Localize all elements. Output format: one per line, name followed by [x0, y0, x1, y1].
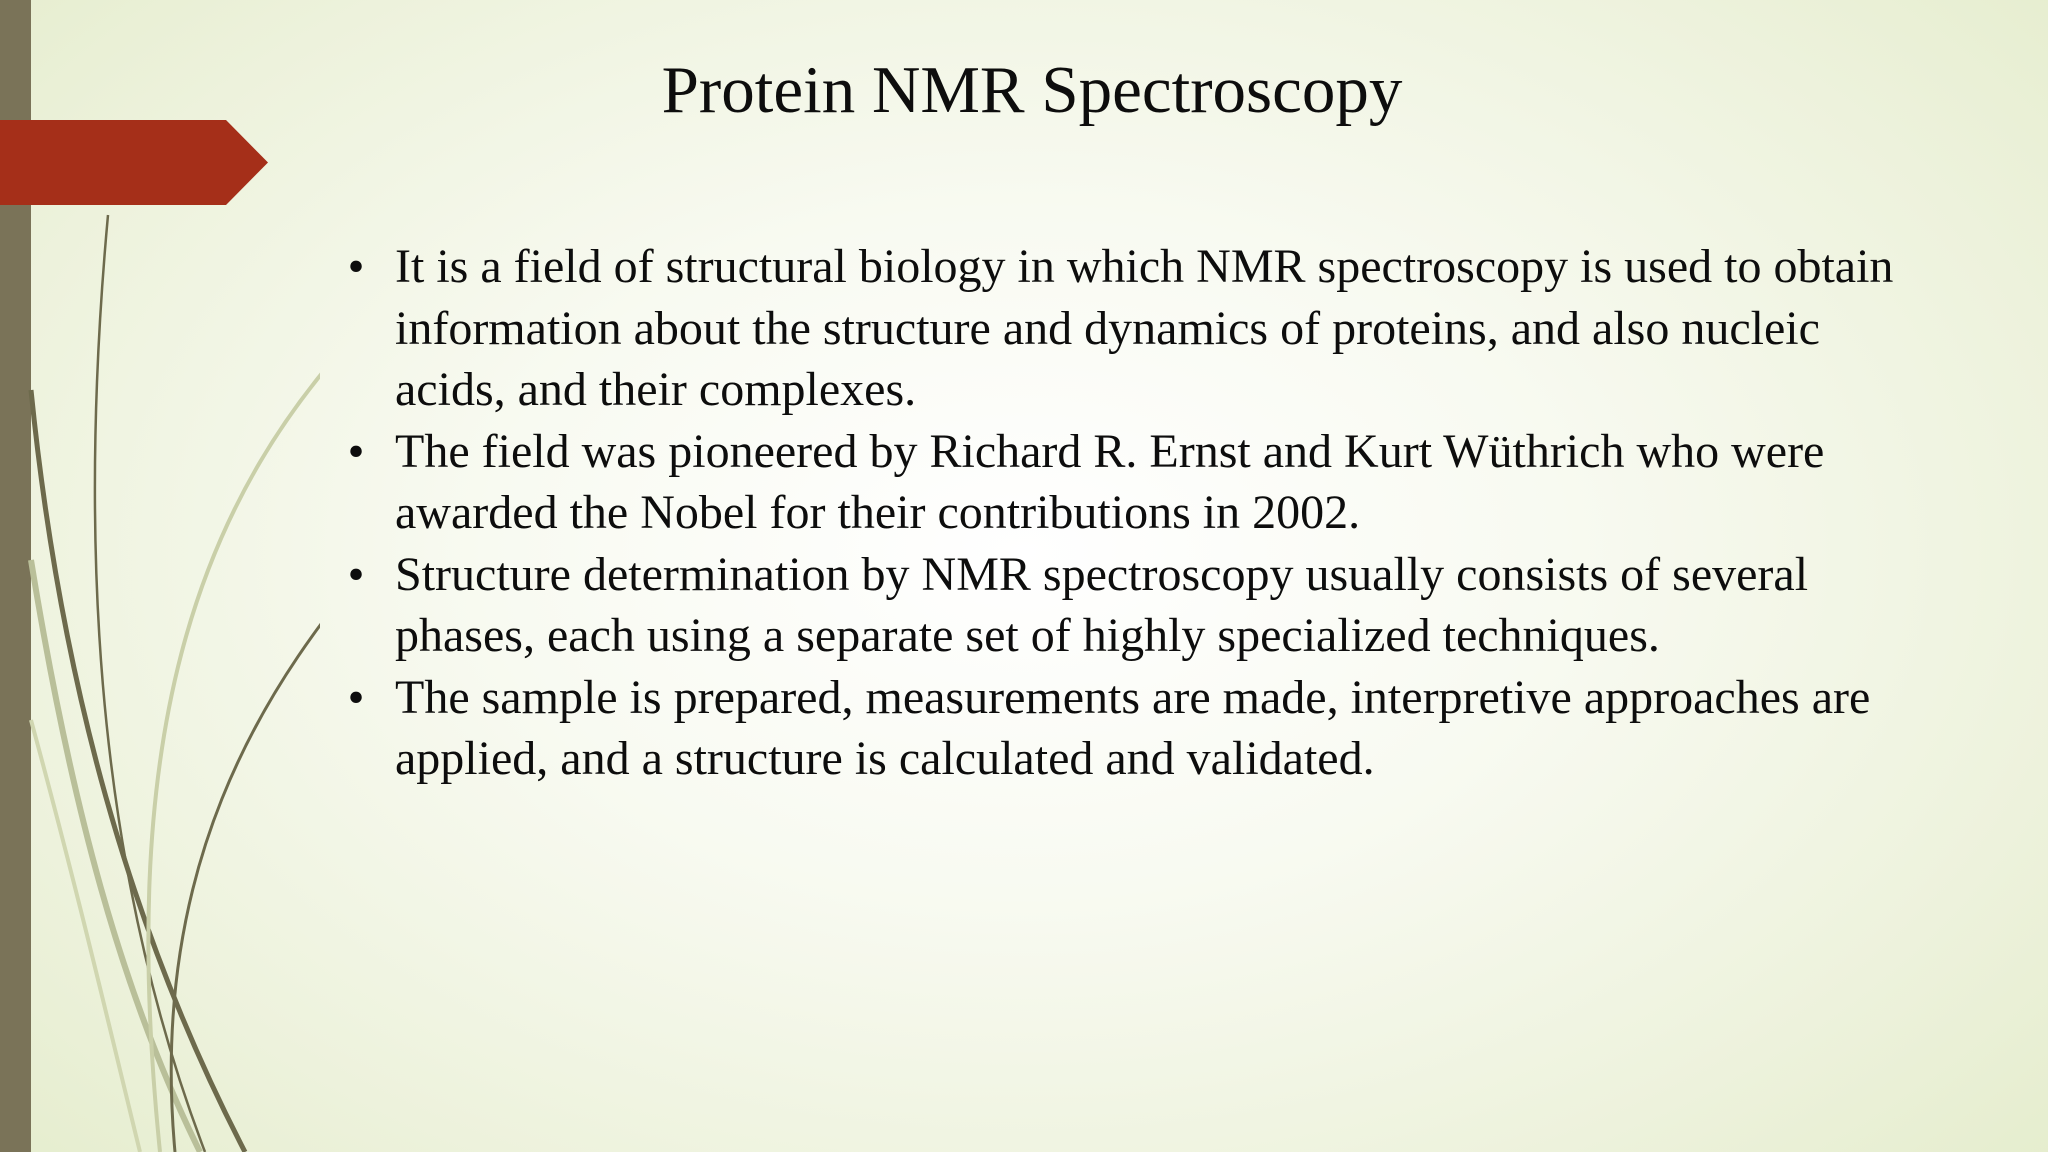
bullet-item: [344, 421, 1904, 544]
bullet-marker: •: [347, 424, 365, 478]
bullet-text: The field was pioneered by Richard R. Ernst and Kurt Wüthrich who were awarded the Nobel for their contributions in 2002.: [395, 424, 1825, 539]
bullet-text: Structure determination by NMR spectroscopy usually consists of several phases, each using a separate set of highly specialized techniques.: [395, 547, 1809, 662]
bullet-marker: •: [347, 240, 365, 293]
bullet-marker: •: [347, 547, 365, 601]
bullet-text: It is a field of structural biology in which NMR spectroscopy is used to obtain information about the structure and dynamics of proteins, and also nucleic acids, and their complexes.: [395, 240, 1894, 416]
bullet-list: [344, 236, 1904, 790]
bullet-item: [344, 667, 1904, 790]
bullet-marker: •: [347, 670, 365, 724]
bullet-item: [344, 236, 1904, 421]
bullet-item: [344, 544, 1904, 667]
slide-title: Protein NMR Spectroscopy: [661, 53, 1403, 127]
bullet-text: The sample is prepared, measurements are made, interpretive approaches are applied, and a structure is calculated and validated.: [395, 670, 1871, 785]
